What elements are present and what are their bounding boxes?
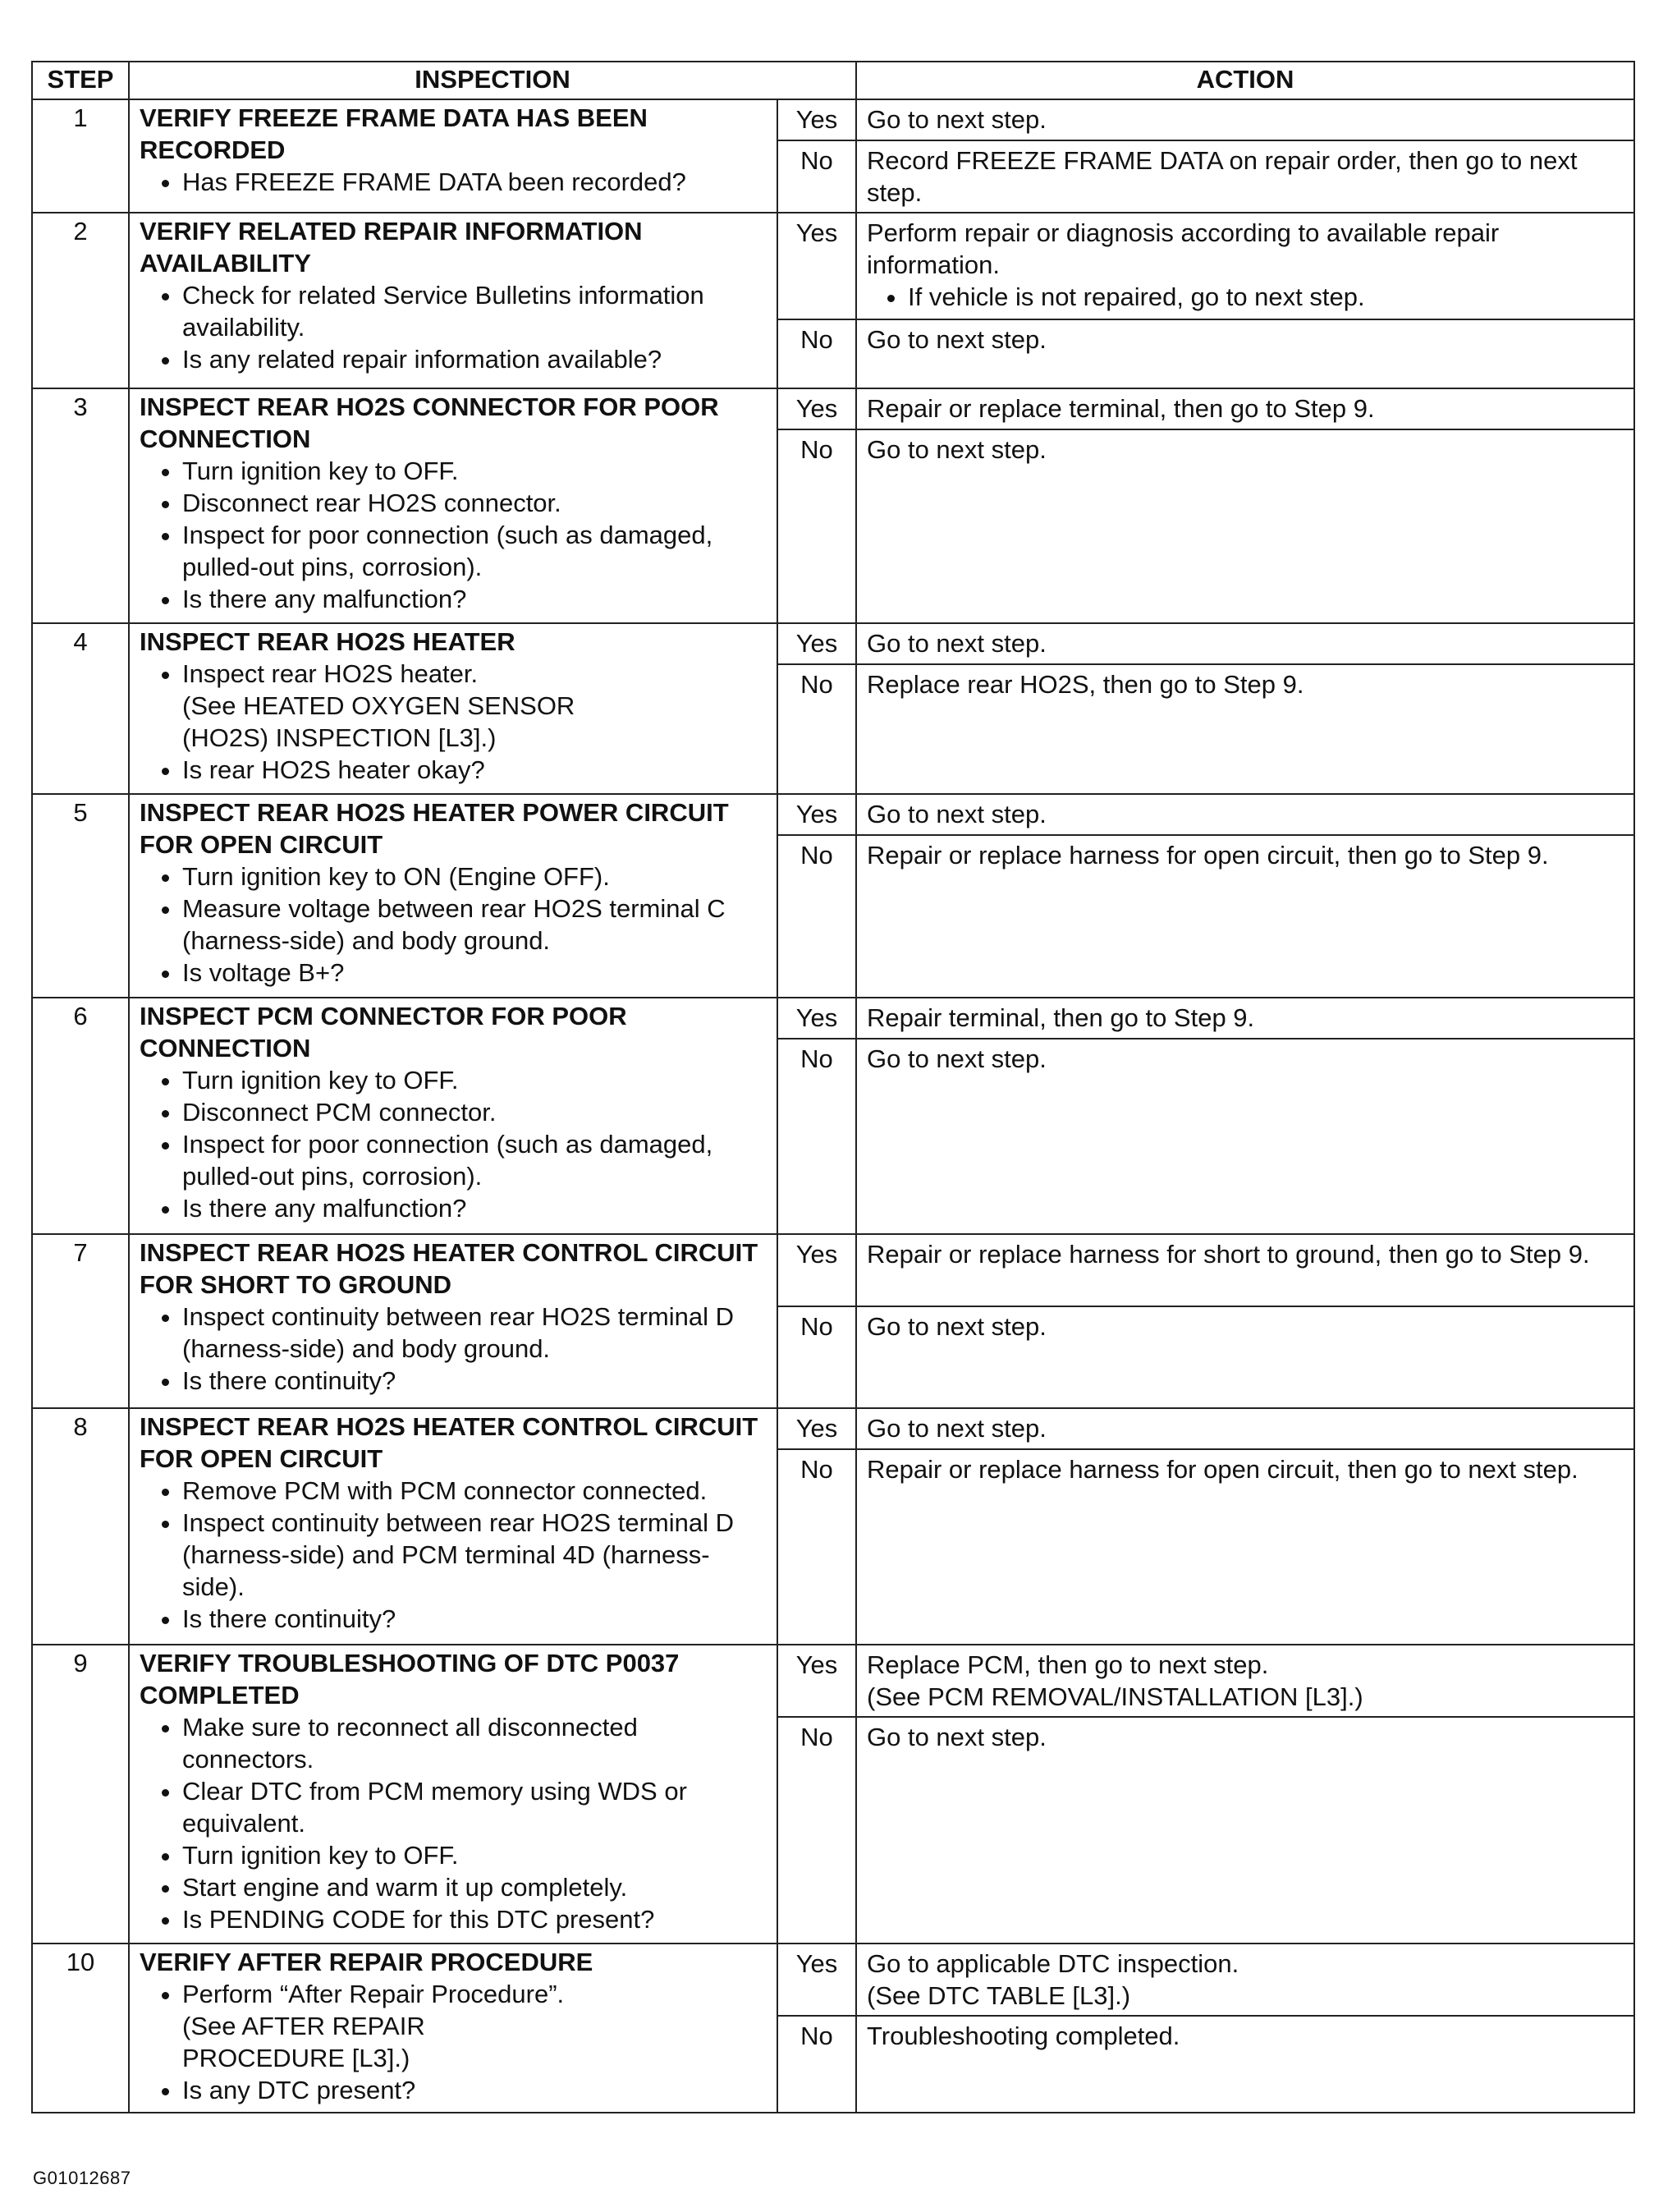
action-sub-bullets <box>867 281 1627 313</box>
inspection-title: INSPECT REAR HO2S HEATER <box>140 627 515 656</box>
inspection-cell <box>129 1944 777 2113</box>
no-label: No <box>777 1039 856 1234</box>
inspection-bullet: • Is any related repair information available? <box>182 343 770 375</box>
step-number: 8 <box>32 1408 129 1645</box>
table-row <box>32 998 1634 1039</box>
no-action: Troubleshooting completed. <box>856 2016 1634 2113</box>
inspection-bullet: • Is there any malfunction? <box>182 583 770 615</box>
table-row <box>32 388 1634 429</box>
inspection-bullets <box>140 455 770 615</box>
inspection-bullets <box>140 658 770 786</box>
table-row <box>32 99 1634 140</box>
inspection-bullet: • Is there any malfunction? <box>182 1192 770 1224</box>
inspection-bullet: • Inspect continuity between rear HO2S terminal D (harness-side) and body ground. <box>182 1301 770 1365</box>
no-label: No <box>777 1449 856 1645</box>
table-row <box>32 1234 1634 1306</box>
inspection-cell <box>129 794 777 998</box>
yes-label: Yes <box>777 794 856 835</box>
inspection-bullets <box>140 860 770 989</box>
no-action: Go to next step. <box>856 1717 1634 1944</box>
no-action: Go to next step. <box>856 319 1634 388</box>
inspection-bullet: • Is voltage B+? <box>182 957 770 989</box>
inspection-title: VERIFY TROUBLESHOOTING OF DTC P0037 COMPLETED <box>140 1649 680 1709</box>
table-header-row <box>32 62 1634 99</box>
inspection-bullet: • Disconnect PCM connector. <box>182 1096 770 1128</box>
yes-label: Yes <box>777 1645 856 1717</box>
no-action: Go to next step. <box>856 429 1634 623</box>
inspection-title: INSPECT REAR HO2S HEATER CONTROL CIRCUIT FOR SHORT TO GROUND <box>140 1238 758 1299</box>
table-row <box>32 1408 1634 1449</box>
inspection-bullet: • Make sure to reconnect all disconnected connectors. <box>182 1711 770 1775</box>
inspection-bullet: • Is any DTC present? <box>182 2074 770 2106</box>
inspection-bullets <box>140 279 770 375</box>
inspection-bullets <box>140 1301 770 1397</box>
inspection-title: INSPECT REAR HO2S HEATER POWER CIRCUIT FOR OPEN CIRCUIT <box>140 798 729 859</box>
inspection-bullet: • Is rear HO2S heater okay? <box>182 754 770 786</box>
yes-action: Go to next step. <box>856 99 1634 140</box>
no-action: Replace rear HO2S, then go to Step 9. <box>856 664 1634 794</box>
yes-action: Go to applicable DTC inspection. (See DTC TABLE [L3].) <box>856 1944 1634 2016</box>
no-label: No <box>777 835 856 998</box>
step-number: 2 <box>32 213 129 388</box>
yes-label: Yes <box>777 1234 856 1306</box>
inspection-bullet: • Turn ignition key to ON (Engine OFF). <box>182 860 770 893</box>
header-inspection: INSPECTION <box>129 62 856 99</box>
inspection-bullet: • Disconnect rear HO2S connector. <box>182 487 770 519</box>
inspection-bullet: • Turn ignition key to OFF. <box>182 455 770 487</box>
inspection-title: INSPECT REAR HO2S CONNECTOR FOR POOR CONNECTION <box>140 392 719 453</box>
inspection-title: VERIFY RELATED REPAIR INFORMATION AVAILABILITY <box>140 217 643 278</box>
inspection-bullet: • Is there continuity? <box>182 1365 770 1397</box>
no-label: No <box>777 1306 856 1408</box>
inspection-bullet: • Start engine and warm it up completely. <box>182 1871 770 1903</box>
yes-label: Yes <box>777 388 856 429</box>
no-action: Go to next step. <box>856 1306 1634 1408</box>
yes-action: Go to next step. <box>856 623 1634 664</box>
inspection-bullet: • Inspect for poor connection (such as damaged, pulled-out pins, corrosion). <box>182 1128 770 1192</box>
yes-label: Yes <box>777 1408 856 1449</box>
table-row <box>32 213 1634 319</box>
step-number: 1 <box>32 99 129 213</box>
inspection-cell <box>129 99 777 213</box>
inspection-bullet: • Turn ignition key to OFF. <box>182 1064 770 1096</box>
step-number: 6 <box>32 998 129 1234</box>
yes-action: Repair or replace terminal, then go to Step 9. <box>856 388 1634 429</box>
inspection-bullet: • Has FREEZE FRAME DATA been recorded? <box>182 166 770 198</box>
no-action: Record FREEZE FRAME DATA on repair order, then go to next step. <box>856 140 1634 213</box>
table-row <box>32 1944 1634 2016</box>
yes-action: Repair or replace harness for short to ground, then go to Step 9. <box>856 1234 1634 1306</box>
no-label: No <box>777 319 856 388</box>
inspection-title: INSPECT REAR HO2S HEATER CONTROL CIRCUIT FOR OPEN CIRCUIT <box>140 1412 758 1473</box>
step-number: 3 <box>32 388 129 623</box>
yes-label: Yes <box>777 998 856 1039</box>
inspection-bullet: • Is there continuity? <box>182 1603 770 1635</box>
inspection-bullet: • Inspect continuity between rear HO2S terminal D (harness-side) and PCM terminal 4D (harness-side). <box>182 1507 770 1603</box>
yes-action-cell <box>856 213 1634 319</box>
yes-action: Perform repair or diagnosis according to available repair information. <box>867 218 1500 279</box>
inspection-cell <box>129 1645 777 1944</box>
inspection-cell <box>129 998 777 1234</box>
no-label: No <box>777 664 856 794</box>
yes-action: Go to next step. <box>856 1408 1634 1449</box>
yes-label: Yes <box>777 623 856 664</box>
yes-action: Replace PCM, then go to next step. (See PCM REMOVAL/INSTALLATION [L3].) <box>856 1645 1634 1717</box>
header-step: STEP <box>32 62 129 99</box>
inspection-bullet: • Measure voltage between rear HO2S terminal C (harness-side) and body ground. <box>182 893 770 957</box>
no-action: Repair or replace harness for open circuit, then go to Step 9. <box>856 835 1634 998</box>
step-number: 10 <box>32 1944 129 2113</box>
inspection-title: VERIFY FREEZE FRAME DATA HAS BEEN RECORDED <box>140 103 648 164</box>
no-label: No <box>777 1717 856 1944</box>
inspection-bullet: • Remove PCM with PCM connector connected. <box>182 1475 770 1507</box>
no-action: Go to next step. <box>856 1039 1634 1234</box>
inspection-bullets <box>140 1711 770 1935</box>
inspection-cell <box>129 213 777 388</box>
inspection-bullets <box>140 1064 770 1224</box>
inspection-cell <box>129 623 777 794</box>
yes-label: Yes <box>777 213 856 319</box>
no-action: Repair or replace harness for open circuit, then go to next step. <box>856 1449 1634 1645</box>
inspection-bullet: • Clear DTC from PCM memory using WDS or equivalent. <box>182 1775 770 1839</box>
table-row <box>32 623 1634 664</box>
inspection-bullet: • Perform “After Repair Procedure”. (See AFTER REPAIR PROCEDURE [L3].) <box>182 1978 770 2074</box>
troubleshooting-table <box>31 61 1635 2113</box>
step-number: 4 <box>32 623 129 794</box>
table-body <box>32 99 1634 2113</box>
yes-action: Go to next step. <box>856 794 1634 835</box>
table-row <box>32 794 1634 835</box>
inspection-bullet: • Inspect rear HO2S heater. (See HEATED OXYGEN SENSOR (HO2S) INSPECTION [L3].) <box>182 658 770 754</box>
step-number: 7 <box>32 1234 129 1408</box>
header-action: ACTION <box>856 62 1634 99</box>
inspection-bullet: • Inspect for poor connection (such as damaged, pulled-out pins, corrosion). <box>182 519 770 583</box>
no-label: No <box>777 140 856 213</box>
inspection-cell <box>129 1234 777 1408</box>
inspection-title: INSPECT PCM CONNECTOR FOR POOR CONNECTION <box>140 1002 627 1062</box>
table-row <box>32 1645 1634 1717</box>
inspection-bullet: • Is PENDING CODE for this DTC present? <box>182 1903 770 1935</box>
action-sub-bullet: • If vehicle is not repaired, go to next step. <box>908 281 1627 313</box>
inspection-title: VERIFY AFTER REPAIR PROCEDURE <box>140 1948 593 1976</box>
figure-code: G01012687 <box>33 2168 131 2188</box>
yes-action: Repair terminal, then go to Step 9. <box>856 998 1634 1039</box>
inspection-bullet: • Turn ignition key to OFF. <box>182 1839 770 1871</box>
inspection-bullets <box>140 1978 770 2106</box>
inspection-bullets <box>140 166 770 198</box>
step-number: 5 <box>32 794 129 998</box>
inspection-bullet: • Check for related Service Bulletins information availability. <box>182 279 770 343</box>
no-label: No <box>777 429 856 623</box>
troubleshooting-table-container <box>31 61 1633 2113</box>
step-number: 9 <box>32 1645 129 1944</box>
yes-label: Yes <box>777 99 856 140</box>
no-label: No <box>777 2016 856 2113</box>
inspection-cell <box>129 1408 777 1645</box>
inspection-bullets <box>140 1475 770 1635</box>
yes-label: Yes <box>777 1944 856 2016</box>
inspection-cell <box>129 388 777 623</box>
